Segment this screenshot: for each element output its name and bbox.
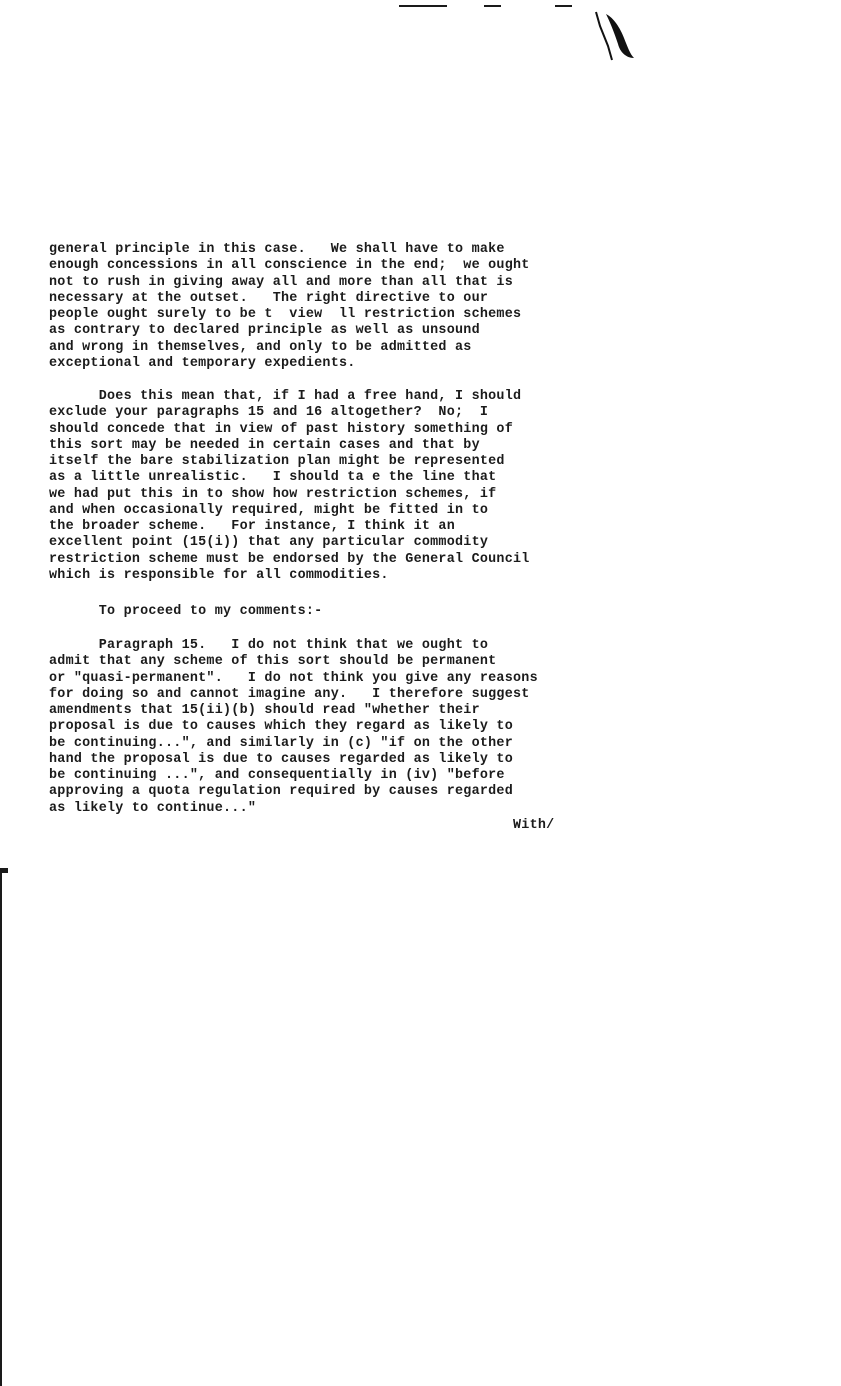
page-edge-line	[0, 870, 2, 1386]
top-rule	[399, 5, 447, 7]
body-paragraph: general principle in this case. We shall have to make enough concessions in all conscience in the end; we ought not to rush in giving away all and more than all that is necessary at the outset. The right directive to our people ought surely to be t view ll restriction schemes as contrary to declared principle as well as unsound and wrong in themselves, and only to be admitted as exceptional and temporary expedients.	[49, 242, 530, 371]
body-paragraph: Paragraph 15. I do not think that we ought to admit that any scheme of this sort should be permanent or "quasi-permanent". I do not think you give any reasons for doing so and cannot imagine any. I therefore suggest amendments that 15(ii)(b) should read "whether their proposal is due to causes which they regard as likely to be continuing...", and similarly in (c) "if on the other hand the proposal is due to causes regarded as likely to be continuing ...", and consequentially in (iv) "before approving a quota regulation required by causes regarded as likely to continue..."	[49, 638, 538, 816]
body-paragraph: Does this mean that, if I had a free hand, I should exclude your paragraphs 15 and 16 altogether? No; I should concede that in view of past history something of this sort may be needed in certain cases and that by itself the bare stabilization plan might be represented as a little unrealistic. I should ta e the line that we had put this in to show how restriction schemes, if and when occasionally required, might be fitted in to the broader scheme. For instance, I think it an excellent point (15(i)) that any particular commodity restriction scheme must be endorsed by the General Council which is responsible for all commodities.	[49, 389, 530, 583]
signoff-text: With/	[513, 818, 555, 833]
top-rule	[555, 5, 572, 7]
body-paragraph: To proceed to my comments:-	[49, 604, 323, 619]
top-rule	[484, 5, 501, 7]
handwritten-mark-icon	[590, 8, 638, 68]
